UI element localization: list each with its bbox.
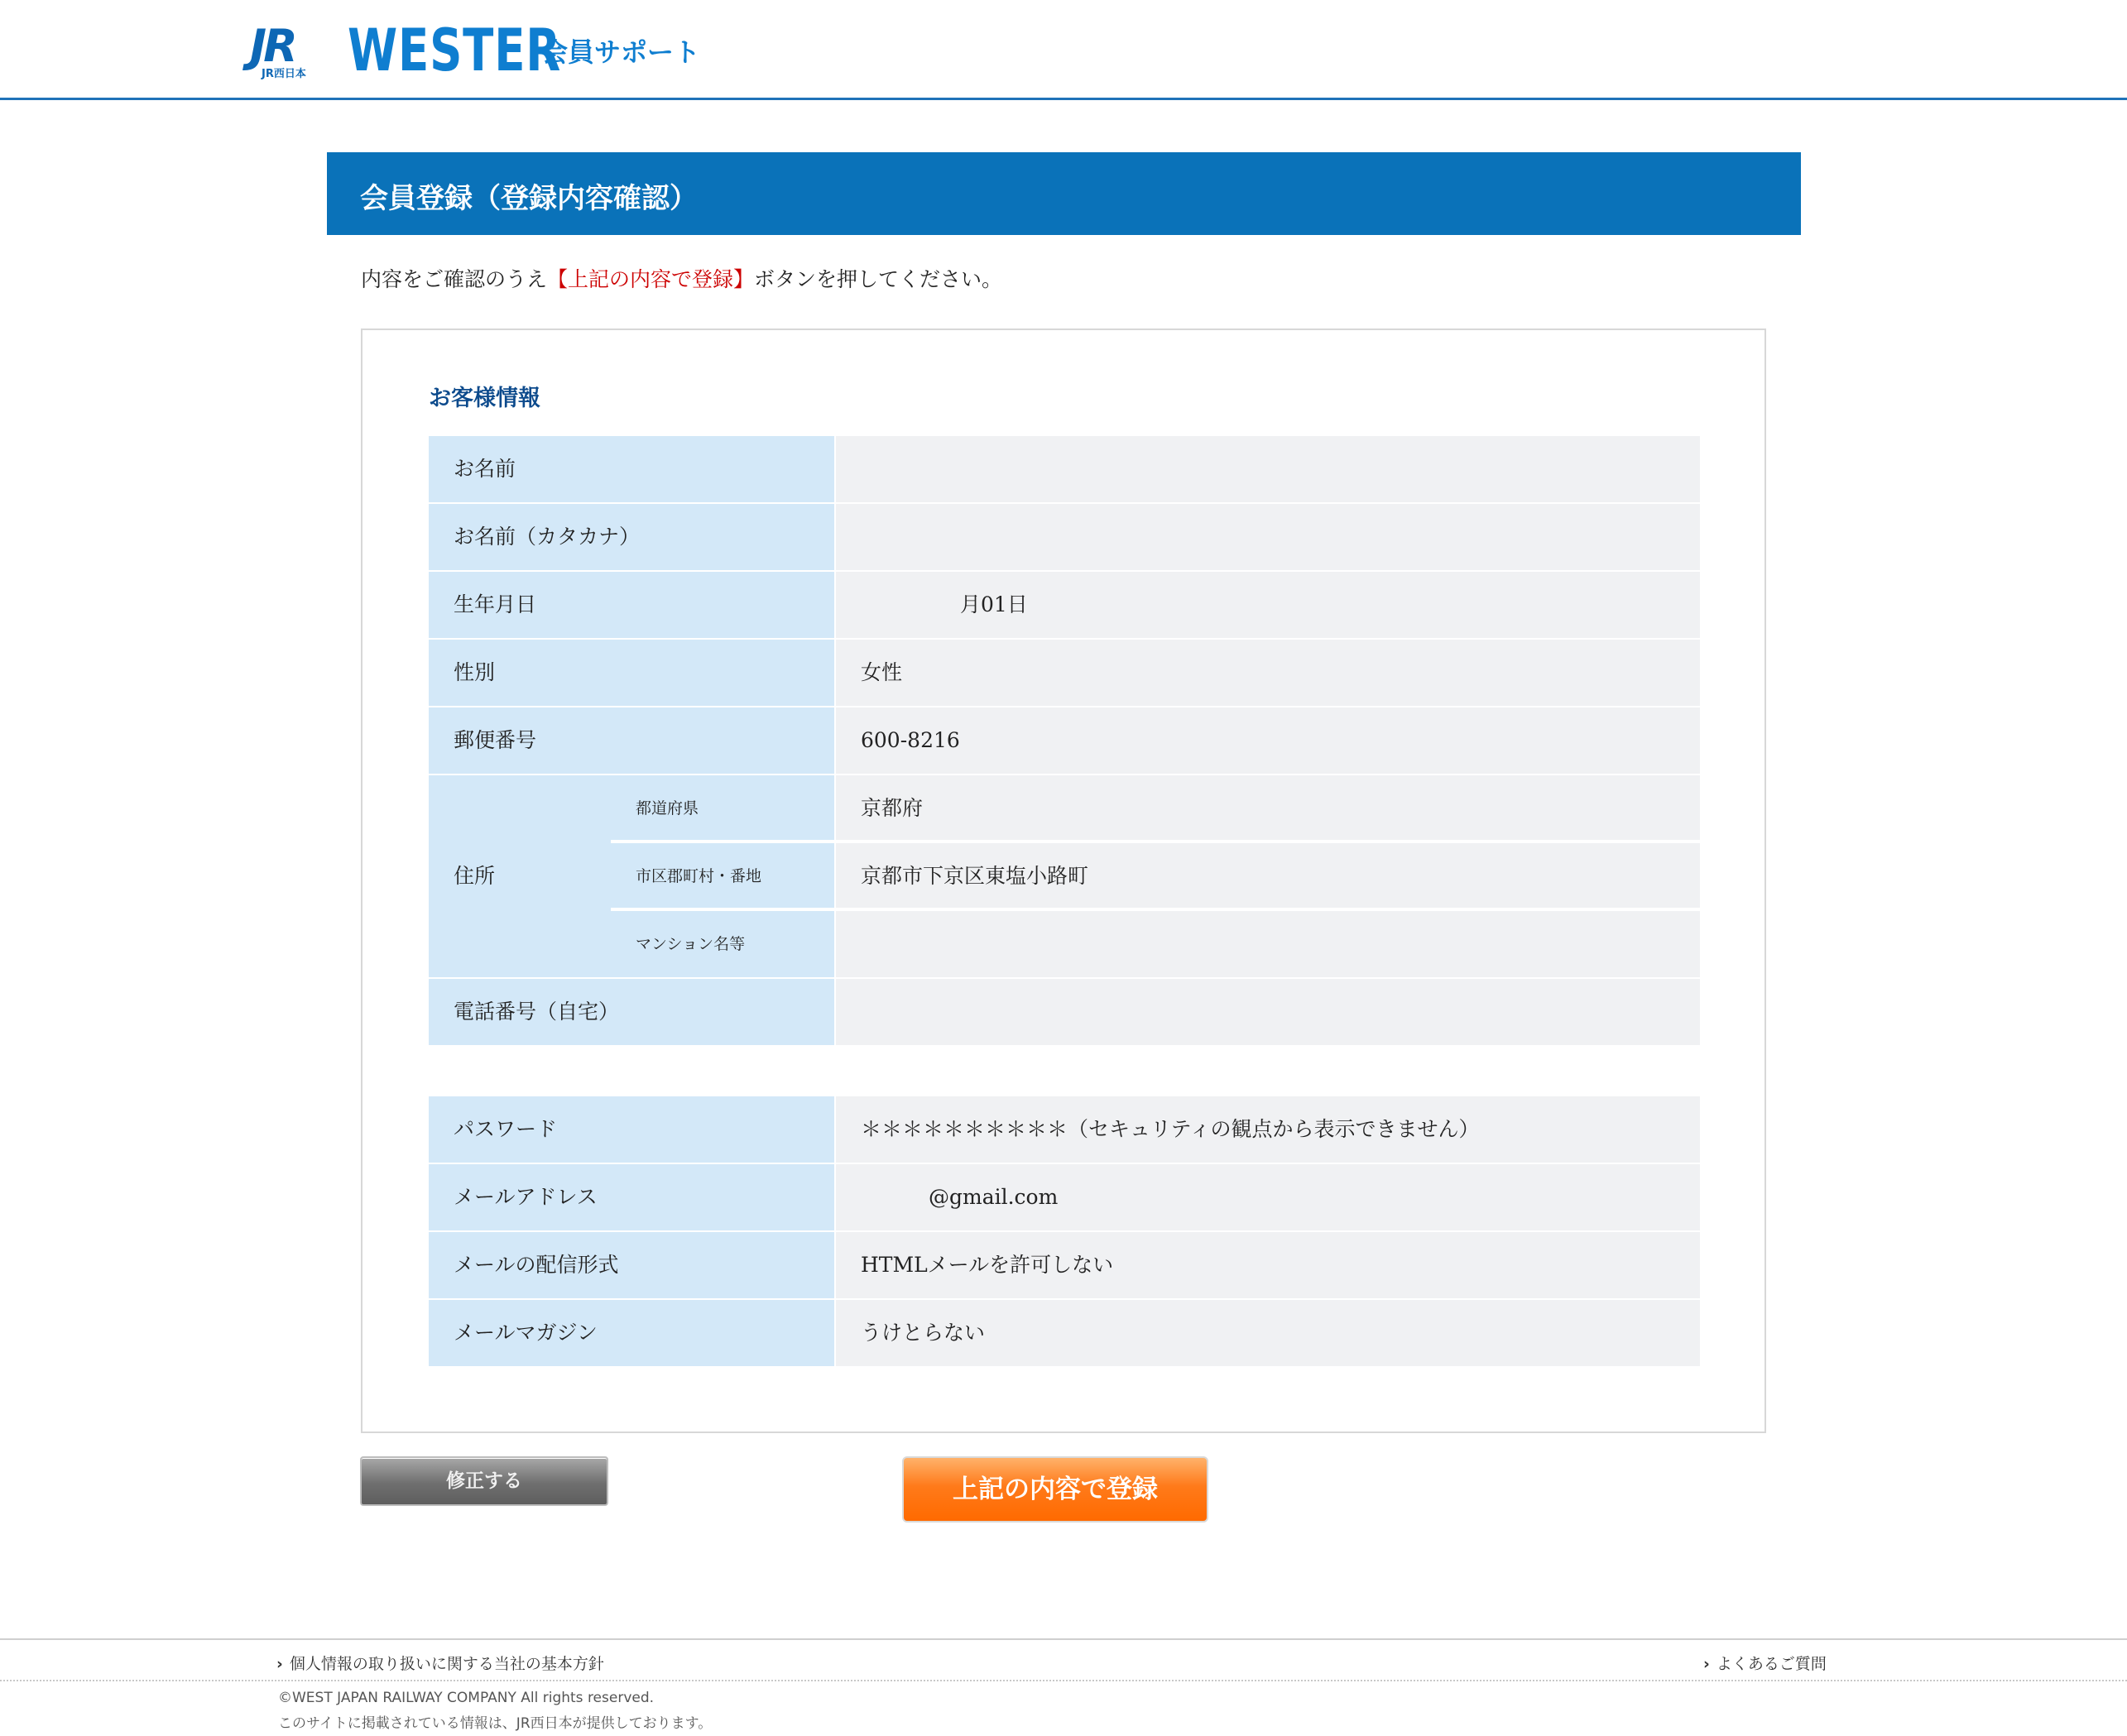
row-value: @gmail.com <box>929 1185 1059 1209</box>
table-row-phone <box>429 979 1700 1047</box>
row-label: 電話番号（自宅） <box>454 1000 620 1024</box>
copyright-text: ©WEST JAPAN RAILWAY COMPANY All rights reserved. <box>278 1690 655 1706</box>
jr-logo-mark: JR <box>250 20 295 72</box>
wester-logo[interactable]: WESTER <box>348 17 562 84</box>
building-label: マンション名等 <box>636 935 746 953</box>
row-label: お名前 <box>454 457 516 481</box>
row-label: 性別 <box>454 660 496 684</box>
row-value: HTMLメールを許可しない <box>861 1253 1114 1277</box>
edit-button[interactable] <box>360 1456 608 1506</box>
table-row-gender <box>429 640 1700 707</box>
page-title-bar <box>327 152 1801 235</box>
row-label: メールの配信形式 <box>454 1253 619 1277</box>
table-row-birthdate <box>429 572 1700 640</box>
site-header <box>0 0 2127 100</box>
submit-button-label: 上記の内容で登録 <box>953 1475 1158 1504</box>
customer-info-table <box>429 436 1700 1047</box>
table-row-mail-format <box>429 1232 1700 1300</box>
prefecture-value: 京都府 <box>861 796 924 820</box>
row-label: 生年月日 <box>454 592 537 616</box>
row-value: 600-8216 <box>861 728 960 752</box>
row-value: ＊＊＊＊＊＊＊＊＊＊（セキュリティの観点から表示できません） <box>861 1117 1480 1141</box>
instruction-highlight: 【上記の内容で登録】 <box>547 267 755 291</box>
submit-registration-button[interactable] <box>902 1456 1208 1523</box>
page-title: 会員登録（登録内容確認） <box>360 182 698 215</box>
row-label: メールアドレス <box>454 1185 598 1209</box>
chevron-right-icon: › <box>1703 1655 1710 1673</box>
section-title-customer-info: お客様情報 <box>429 386 540 411</box>
instruction-before: 内容をご確認のうえ <box>361 267 548 291</box>
footer-note: このサイトに掲載されている情報は、JR西日本が提供しております。 <box>278 1715 713 1732</box>
confirmation-card <box>361 328 1766 1433</box>
faq-link-text: よくあるご質問 <box>1716 1655 1827 1673</box>
table-row-name-kana <box>429 504 1700 572</box>
table-row-mail-magazine <box>429 1300 1700 1368</box>
row-label: お名前（カタカナ） <box>454 525 641 549</box>
footer-divider <box>0 1680 2127 1681</box>
row-value: うけとらない <box>861 1321 986 1345</box>
table-row-address <box>429 775 1700 979</box>
account-info-table <box>429 1096 1700 1368</box>
row-label: 郵便番号 <box>454 728 537 752</box>
table-row-password <box>429 1096 1700 1164</box>
jr-logo-subtext: JR西日本 <box>262 68 306 80</box>
table-row-postal-code <box>429 707 1700 775</box>
jr-logo[interactable] <box>250 20 321 80</box>
row-value: 女性 <box>861 660 903 684</box>
row-value: 月01日 <box>960 592 1028 616</box>
city-label: 市区郡町村・番地 <box>636 867 762 885</box>
site-footer <box>0 1638 2127 1736</box>
edit-button-label: 修正する <box>446 1470 522 1492</box>
row-label: パスワード <box>454 1117 558 1141</box>
row-label: メールマガジン <box>454 1321 598 1345</box>
instruction-after: ボタンを押してください。 <box>754 267 1003 291</box>
city-value: 京都市下京区東塩小路町 <box>861 864 1089 888</box>
chevron-right-icon: › <box>276 1655 283 1673</box>
faq-link[interactable] <box>1703 1652 1827 1674</box>
member-support-label: 会員サポート <box>541 36 701 68</box>
address-label: 住所 <box>454 864 496 888</box>
table-row-email <box>429 1164 1700 1232</box>
prefecture-label: 都道府県 <box>636 799 699 818</box>
privacy-policy-link[interactable] <box>276 1652 604 1674</box>
privacy-policy-link-text: 個人情報の取り扱いに関する当社の基本方針 <box>289 1655 604 1673</box>
instruction-text <box>361 263 1002 293</box>
table-row-name <box>429 436 1700 504</box>
